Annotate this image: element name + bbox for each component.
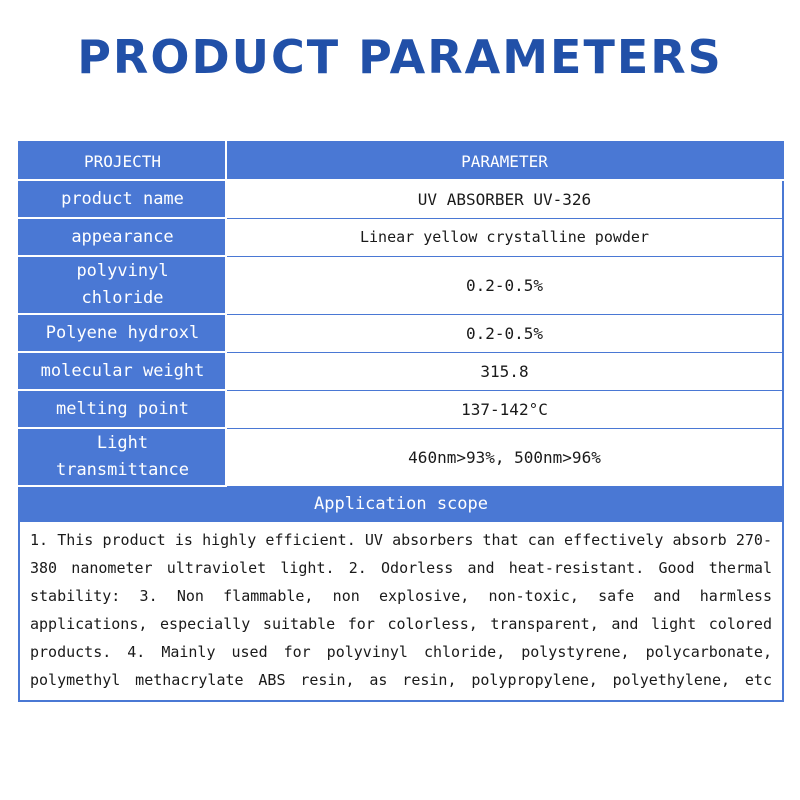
header-projecth: PROJECTH [19,142,226,180]
row-value: 137-142°C [226,390,783,428]
table-row [19,428,783,486]
row-label: Polyene hydroxl [19,314,226,352]
row-label: melting point [19,390,226,428]
row-value: Linear yellow crystalline powder [226,218,783,256]
row-value: UV ABSORBER UV-326 [226,180,783,218]
table-row [19,218,783,256]
header-parameter: PARAMETER [226,142,783,180]
table-row [19,390,783,428]
table-row [19,256,783,314]
table-row [19,352,783,390]
table-row [19,314,783,352]
application-scope-header [19,486,783,522]
row-label: appearance [19,218,226,256]
application-scope-body [19,522,783,702]
table-header-row [19,142,783,180]
row-value: 315.8 [226,352,783,390]
row-label: Light transmittance [19,428,226,486]
application-scope-title: Application scope [19,486,783,522]
row-label: molecular weight [19,352,226,390]
row-value: 0.2-0.5% [226,314,783,352]
row-label: product name [19,180,226,218]
row-value: 0.2-0.5% [226,256,783,314]
row-label: polyvinyl chloride [19,256,226,314]
parameter-table [18,141,784,702]
application-scope-text: 1. This product is highly efficient. UV absorbers that can effectively absorb 270-380 nanometer ultraviolet light. 2. Odorless and heat-resistant. Good thermal stability: 3. Non flammable, non explosive, non-toxic, safe and harmless applications, especially suitable for colorless, transparent, and light colored products. 4. Mainly used for polyvinyl chloride, polystyrene, polycarbonate, polymethyl methacrylate ABS resin, as resin, polypropylene, polyethylene, etc [19,522,783,702]
row-value: 460nm>93%, 500nm>96% [226,428,783,486]
table-row [19,180,783,218]
page-title: PRODUCT PARAMETERS [77,30,723,84]
